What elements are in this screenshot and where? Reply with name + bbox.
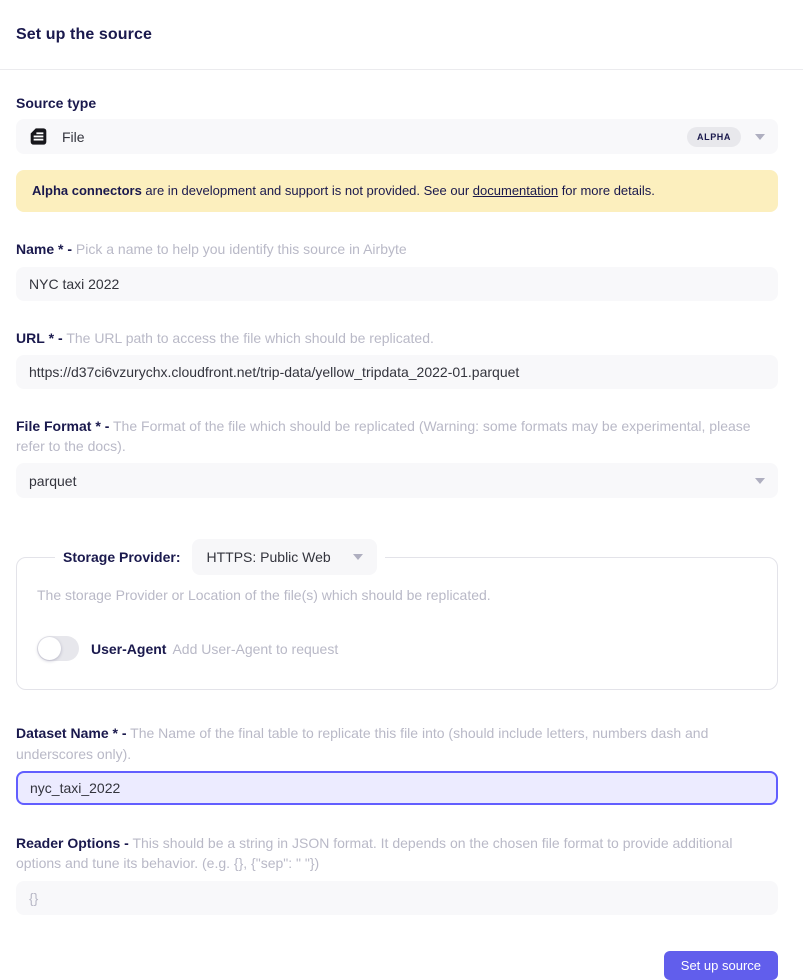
user-agent-hint: Add User-Agent to request (172, 640, 339, 657)
storage-provider-label: Storage Provider: (63, 549, 181, 566)
dataset-name-section (16, 723, 778, 805)
url-required-marker: * - (48, 329, 63, 346)
reader-options-description: This should be a string in JSON format. It depends on the chosen file format to provide additional options and tune its behavior. (e.g. {}, {"sep": " "}) (16, 835, 733, 872)
reader-options-required-marker: - (124, 835, 129, 852)
reader-options-section (16, 833, 778, 915)
storage-provider-select[interactable] (192, 539, 376, 575)
alert-middle-text: are in development and support is not provided. See our (141, 183, 473, 198)
name-label: Name (16, 241, 55, 258)
alpha-warning-banner (16, 170, 778, 212)
chevron-down-icon (755, 134, 765, 140)
page-title: Set up the source (16, 26, 152, 43)
file-format-description: The Format of the file which should be replicated (Warning: some formats may be experimental, please refer to the docs). (16, 417, 751, 455)
file-format-select[interactable] (16, 463, 778, 498)
storage-provider-value: HTTPS: Public Web (206, 549, 331, 566)
storage-provider-group (16, 539, 778, 690)
dataset-name-required-marker: * - (112, 725, 127, 742)
file-format-required-marker: * - (95, 417, 110, 434)
form-content (0, 70, 803, 980)
source-type-value: File (62, 128, 85, 145)
source-type-section (16, 95, 778, 154)
documentation-link[interactable]: documentation (472, 183, 559, 198)
source-type-select[interactable] (16, 119, 778, 154)
name-required-marker: * - (58, 241, 73, 258)
dataset-name-description: The Name of the final table to replicate this file into (should include letters, numbers dash and underscores only). (16, 725, 709, 762)
form-footer (16, 951, 778, 980)
url-description: The URL path to access the file which should be replicated. (66, 329, 434, 346)
chevron-down-icon (755, 478, 765, 484)
user-agent-label: User-Agent (91, 640, 167, 657)
name-description: Pick a name to help you identify this source in Airbyte (75, 241, 407, 258)
reader-options-label: Reader Options (16, 835, 121, 852)
source-type-label: Source type (16, 95, 97, 111)
chevron-down-icon (353, 554, 363, 560)
file-format-value: parquet (29, 472, 77, 489)
set-up-source-button[interactable]: Set up source (664, 951, 778, 980)
file-document-icon (29, 127, 48, 146)
dataset-name-input[interactable] (16, 771, 778, 805)
name-field-section (16, 239, 778, 300)
file-format-label: File Format (16, 417, 92, 434)
url-input[interactable] (16, 355, 778, 389)
storage-provider-description: The storage Provider or Location of the file(s) which should be replicated. (37, 587, 491, 604)
alert-bold-text: Alpha connectors (32, 183, 142, 198)
form-header (0, 0, 803, 70)
alpha-badge: ALPHA (687, 127, 741, 147)
name-input[interactable] (16, 267, 778, 301)
toggle-knob (38, 637, 61, 660)
user-agent-toggle[interactable] (37, 636, 79, 661)
reader-options-input[interactable] (16, 881, 778, 915)
url-field-section (16, 328, 778, 389)
url-label: URL (16, 329, 45, 346)
dataset-name-label: Dataset Name (16, 725, 109, 742)
file-format-section (16, 416, 778, 499)
alert-end-text: for more details. (558, 183, 655, 198)
